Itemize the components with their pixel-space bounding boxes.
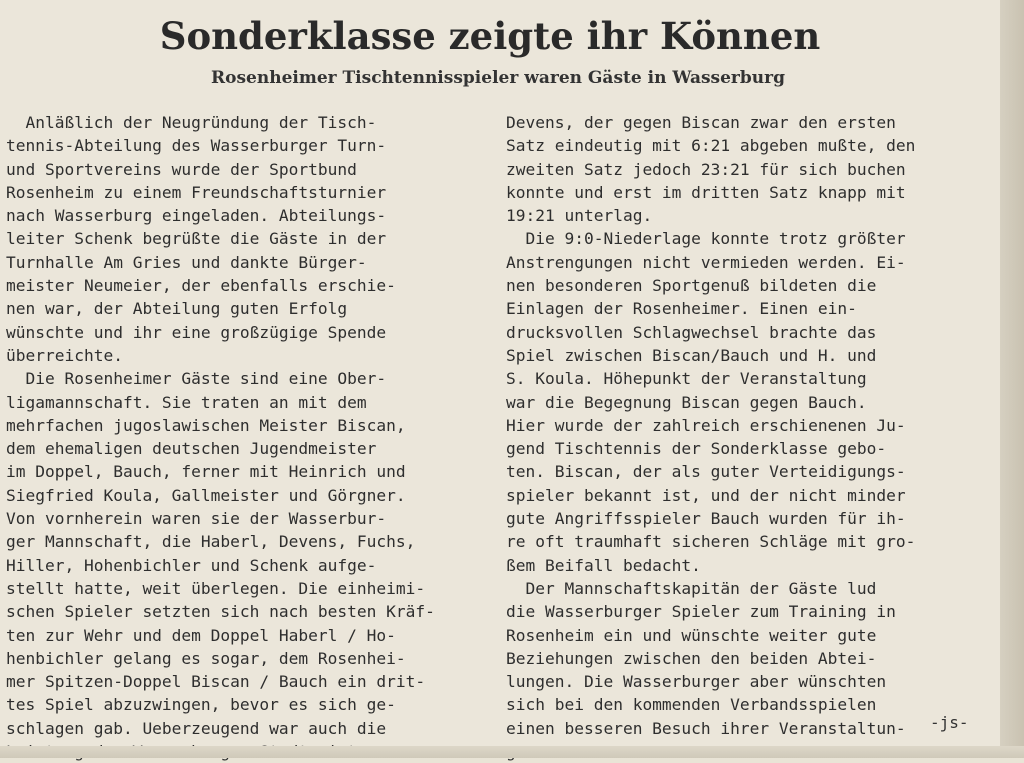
text-line: leiter Schenk begrüßte die Gäste in der xyxy=(6,229,387,249)
text-line: wünschte und ihr eine großzügige Spende xyxy=(6,322,387,342)
text-line: Spiel zwischen Biscan/Bauch und H. und xyxy=(506,345,877,365)
text-line: S. Koula. Höhepunkt der Veranstaltung xyxy=(506,369,867,389)
text-line: Rosenheim zu einem Freundschaftsturnier xyxy=(6,182,387,202)
text-line: ligamannschaft. Sie traten an mit dem xyxy=(6,392,367,412)
text-line: re oft traumhaft sicheren Schläge mit gro- xyxy=(506,532,916,552)
text-line: lungen. Die Wasserburger aber wünschten xyxy=(506,672,887,692)
text-line: tes Spiel abzuzwingen, bevor es sich ge- xyxy=(6,695,396,715)
text-line: konnte und erst im dritten Satz knapp mit xyxy=(506,182,906,202)
scan-edge-shadow xyxy=(1000,0,1024,758)
text-line: schlagen gab. Ueberzeugend war auch die xyxy=(6,718,387,738)
text-line: Beziehungen zwischen den beiden Abtei- xyxy=(506,648,877,668)
text-line: Anstrengungen nicht vermieden werden. Ei- xyxy=(506,252,906,272)
text-line: ger Mannschaft, die Haberl, Devens, Fuchs, xyxy=(6,532,416,552)
text-line: Einlagen der Rosenheimer. Einen ein- xyxy=(506,299,857,319)
text-line: ten. Biscan, der als guter Verteidigungs- xyxy=(506,462,906,482)
text-line: Devens, der gegen Biscan zwar den ersten xyxy=(506,113,896,132)
article-headline: Sonderklasse zeigte ihr Können xyxy=(159,14,821,58)
text-line: Rosenheim ein und wünschte weiter gute xyxy=(506,625,877,645)
article-subheadline: Rosenheimer Tischtennisspieler waren Gäste in Wasserburg xyxy=(211,68,785,88)
text-line: war die Begegnung Biscan gegen Bauch. xyxy=(506,392,867,412)
text-line: sich bei den kommenden Verbandsspielen xyxy=(506,695,877,715)
article-column-right xyxy=(506,111,982,763)
article-column-left xyxy=(6,111,494,763)
text-line: gute Angriffsspieler Bauch wurden für ih- xyxy=(506,509,906,529)
text-line: Siegfried Koula, Gallmeister und Görgner. xyxy=(6,485,406,505)
text-line: nen besonderen Sportgenuß bildeten die xyxy=(506,276,877,296)
author-signature: -js- xyxy=(930,713,969,732)
text-line: meister Neumeier, der ebenfalls erschie- xyxy=(6,276,396,296)
text-line: gend Tischtennis der Sonderklasse gebo- xyxy=(506,439,887,459)
text-line: Die 9:0-Niederlage konnte trotz größter xyxy=(506,229,906,249)
text-line: ßem Beifall bedacht. xyxy=(506,555,701,575)
text-line: Anläßlich der Neugründung der Tisch- xyxy=(6,113,377,132)
text-line: einen besseren Besuch ihrer Veranstaltun- xyxy=(506,718,906,738)
text-line: Von vornherein waren sie der Wasserbur- xyxy=(6,509,387,529)
text-line: und Sportvereins wurde der Sportbund xyxy=(6,159,357,179)
text-line: Satz eindeutig mit 6:21 abgeben mußte, den xyxy=(506,136,916,156)
text-line: tennis-Abteilung des Wasserburger Turn- xyxy=(6,136,387,156)
text-line: schen Spieler setzten sich nach besten Kräf- xyxy=(6,602,435,622)
text-line: Hier wurde der zahlreich erschienenen Ju- xyxy=(506,415,906,435)
text-line: nen war, der Abteilung guten Erfolg xyxy=(6,299,348,319)
text-line: die Wasserburger Spieler zum Training in xyxy=(506,602,896,622)
text-line: nach Wasserburg eingeladen. Abteilungs- xyxy=(6,206,387,226)
text-line: henbichler gelang es sogar, dem Rosenhei- xyxy=(6,648,406,668)
text-line: 19:21 unterlag. xyxy=(506,206,653,226)
text-line: stellt hatte, weit überlegen. Die einheimi- xyxy=(6,578,426,598)
text-line: spieler bekannt ist, und der nicht minder xyxy=(506,485,906,505)
text-line: zweiten Satz jedoch 23:21 für sich buchen xyxy=(506,159,906,179)
text-line: mehrfachen jugoslawischen Meister Biscan, xyxy=(6,415,406,435)
text-line: mer Spitzen-Doppel Biscan / Bauch ein drit- xyxy=(6,672,426,692)
text-line: drucksvollen Schlagwechsel brachte das xyxy=(506,322,877,342)
text-line: dem ehemaligen deutschen Jugendmeister xyxy=(6,439,377,459)
text-line: ten zur Wehr und dem Doppel Haberl / Ho- xyxy=(6,625,396,645)
text-line: Die Rosenheimer Gäste sind eine Ober- xyxy=(6,369,387,389)
scan-bottom-shadow xyxy=(0,746,1024,758)
text-line: überreichte. xyxy=(6,345,123,365)
text-line: Turnhalle Am Gries und dankte Bürger- xyxy=(6,252,367,272)
text-line: Hiller, Hohenbichler und Schenk aufge- xyxy=(6,555,377,575)
text-line: Der Mannschaftskapitän der Gäste lud xyxy=(506,578,877,598)
text-line: im Doppel, Bauch, ferner mit Heinrich und xyxy=(6,462,406,482)
